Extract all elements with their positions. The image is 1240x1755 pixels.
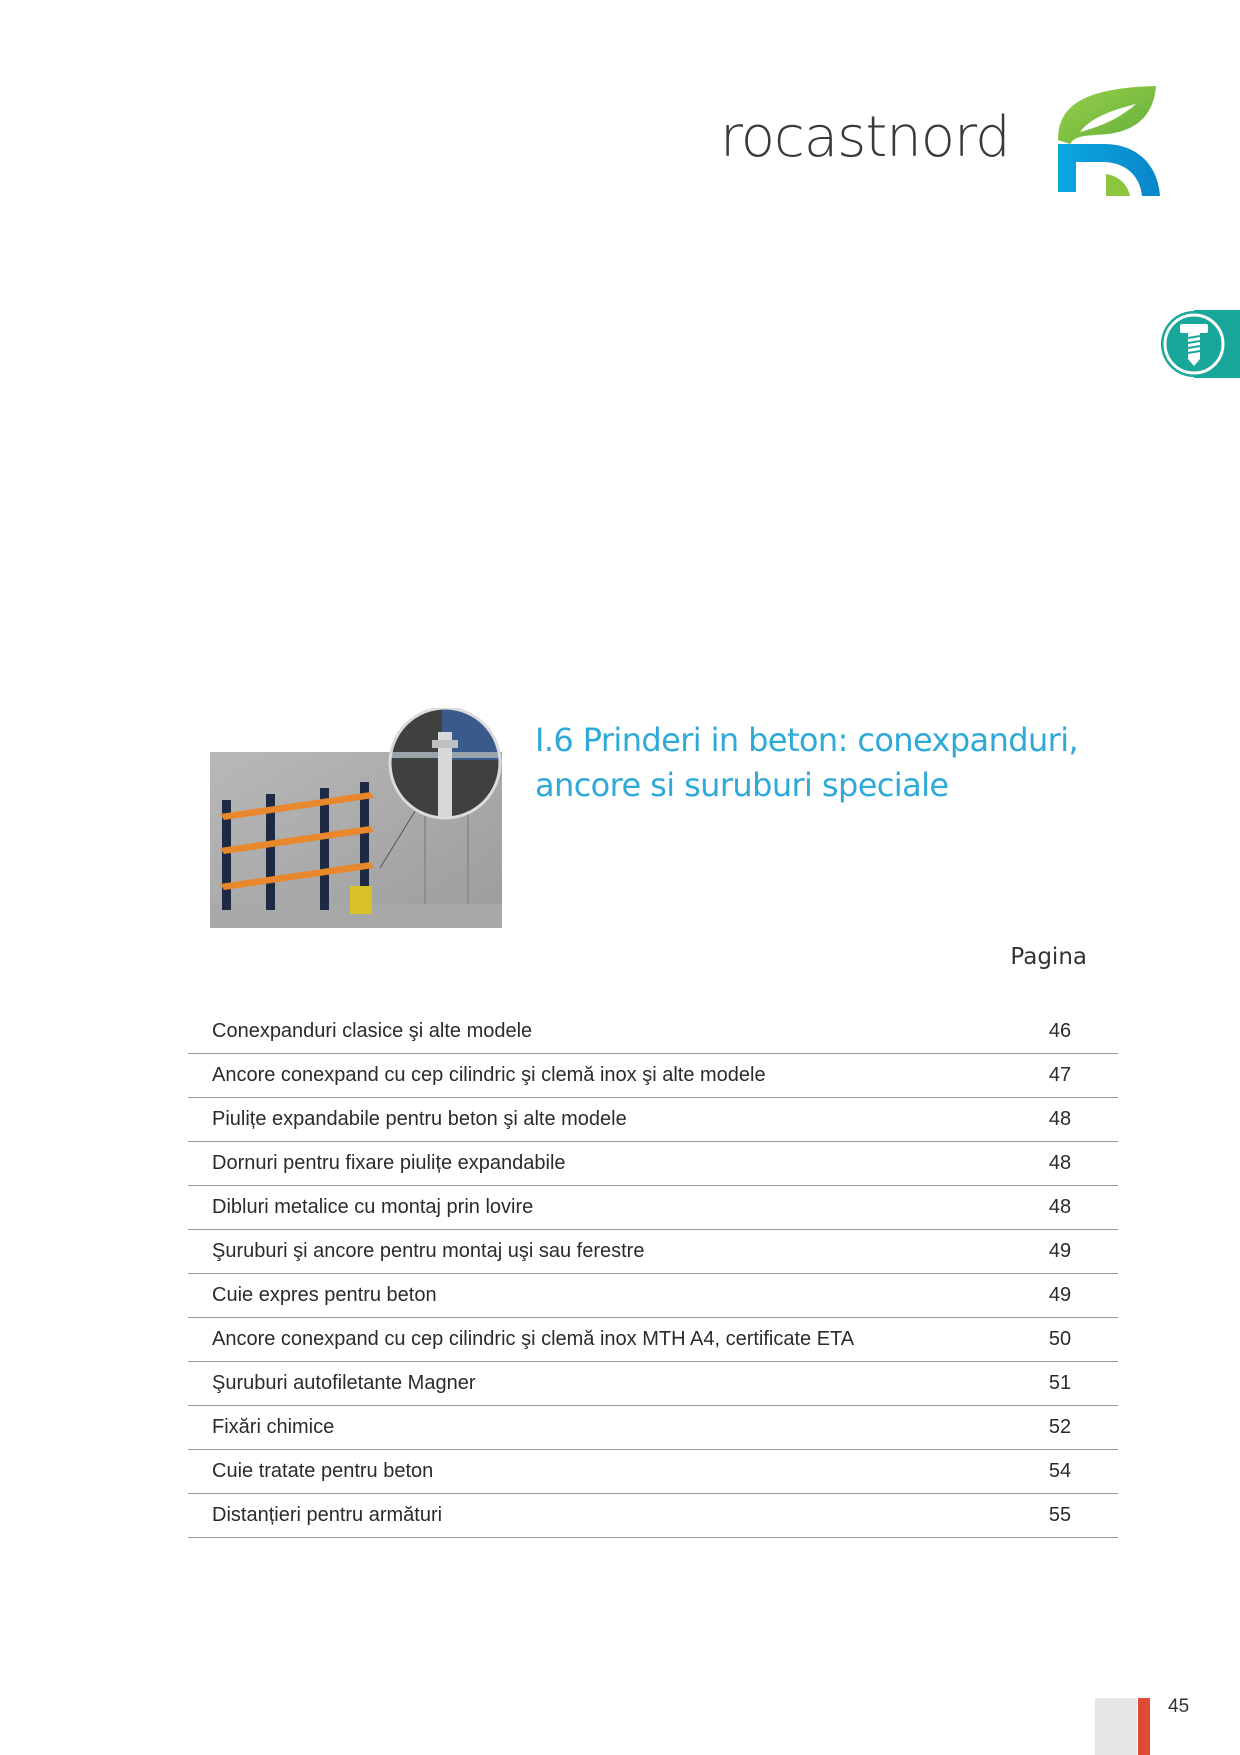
toc-row[interactable] — [188, 1406, 1118, 1450]
section-title-line-2: ancore si suruburi speciale — [535, 766, 949, 804]
toc-row[interactable] — [188, 1362, 1118, 1406]
toc-item-page: 50 — [1048, 1328, 1072, 1350]
page-number: 45 — [1168, 1696, 1190, 1717]
toc-item-page: 55 — [1048, 1504, 1072, 1526]
section-title-line-1: I.6 Prinderi in beton: conexpanduri, — [535, 721, 1079, 759]
brand-name: rocastnord — [720, 105, 1010, 170]
toc-row[interactable] — [188, 1274, 1118, 1318]
toc-item-label: Conexpanduri clasice şi alte modele — [212, 1020, 533, 1042]
toc-item-page: 48 — [1048, 1152, 1072, 1174]
toc-row[interactable] — [188, 1450, 1118, 1494]
toc-item-label: Şuruburi autofiletante Magner — [212, 1372, 476, 1394]
section-title — [535, 718, 1095, 808]
toc-page-column-header: Pagina — [1010, 944, 1087, 970]
toc-row[interactable] — [188, 1142, 1118, 1186]
toc-item-label: Cuie tratate pentru beton — [212, 1460, 434, 1482]
toc-item-label: Piulițe expandabile pentru beton şi alte modele — [212, 1108, 627, 1130]
toc-item-page: 48 — [1048, 1108, 1072, 1130]
toc-item-label: Fixări chimice — [212, 1416, 335, 1438]
toc-row[interactable] — [188, 1098, 1118, 1142]
toc-item-label: Ancore conexpand cu cep cilindric şi clemă inox şi alte modele — [212, 1064, 766, 1086]
toc-item-page: 49 — [1048, 1240, 1072, 1262]
toc-item-page: 51 — [1048, 1372, 1072, 1394]
toc-item-page: 47 — [1048, 1064, 1072, 1086]
footer-grey-bar — [1095, 1698, 1137, 1755]
toc-item-label: Ancore conexpand cu cep cilindric şi clemă inox MTH A4, certificate ETA — [212, 1328, 855, 1350]
toc-item-page: 46 — [1048, 1020, 1072, 1042]
brand-logo — [720, 82, 1160, 212]
toc-item-page: 52 — [1048, 1416, 1072, 1438]
toc-item-label: Şuruburi şi ancore pentru montaj uşi sau ferestre — [212, 1240, 645, 1262]
toc-item-label: Dibluri metalice cu montaj prin lovire — [212, 1196, 534, 1218]
toc-item-page: 54 — [1048, 1460, 1072, 1482]
toc-row[interactable] — [188, 1010, 1118, 1054]
warehouse-rack-anchor-image — [210, 708, 502, 928]
toc-row[interactable] — [188, 1186, 1118, 1230]
footer-accent-bar — [1138, 1698, 1150, 1755]
toc-row[interactable] — [188, 1318, 1118, 1362]
toc-item-label: Distanțieri pentru armături — [212, 1504, 443, 1526]
toc-row[interactable] — [188, 1494, 1118, 1538]
toc-item-label: Dornuri pentru fixare piulițe expandabile — [212, 1152, 566, 1174]
toc-row[interactable] — [188, 1230, 1118, 1274]
table-of-contents — [188, 1010, 1118, 1538]
rocastnord-leaf-icon — [1050, 82, 1160, 202]
toc-row[interactable] — [188, 1054, 1118, 1098]
toc-item-page: 48 — [1048, 1196, 1072, 1218]
toc-item-label: Cuie expres pentru beton — [212, 1284, 437, 1306]
screw-icon[interactable] — [1160, 310, 1240, 378]
toc-item-page: 49 — [1048, 1284, 1072, 1306]
